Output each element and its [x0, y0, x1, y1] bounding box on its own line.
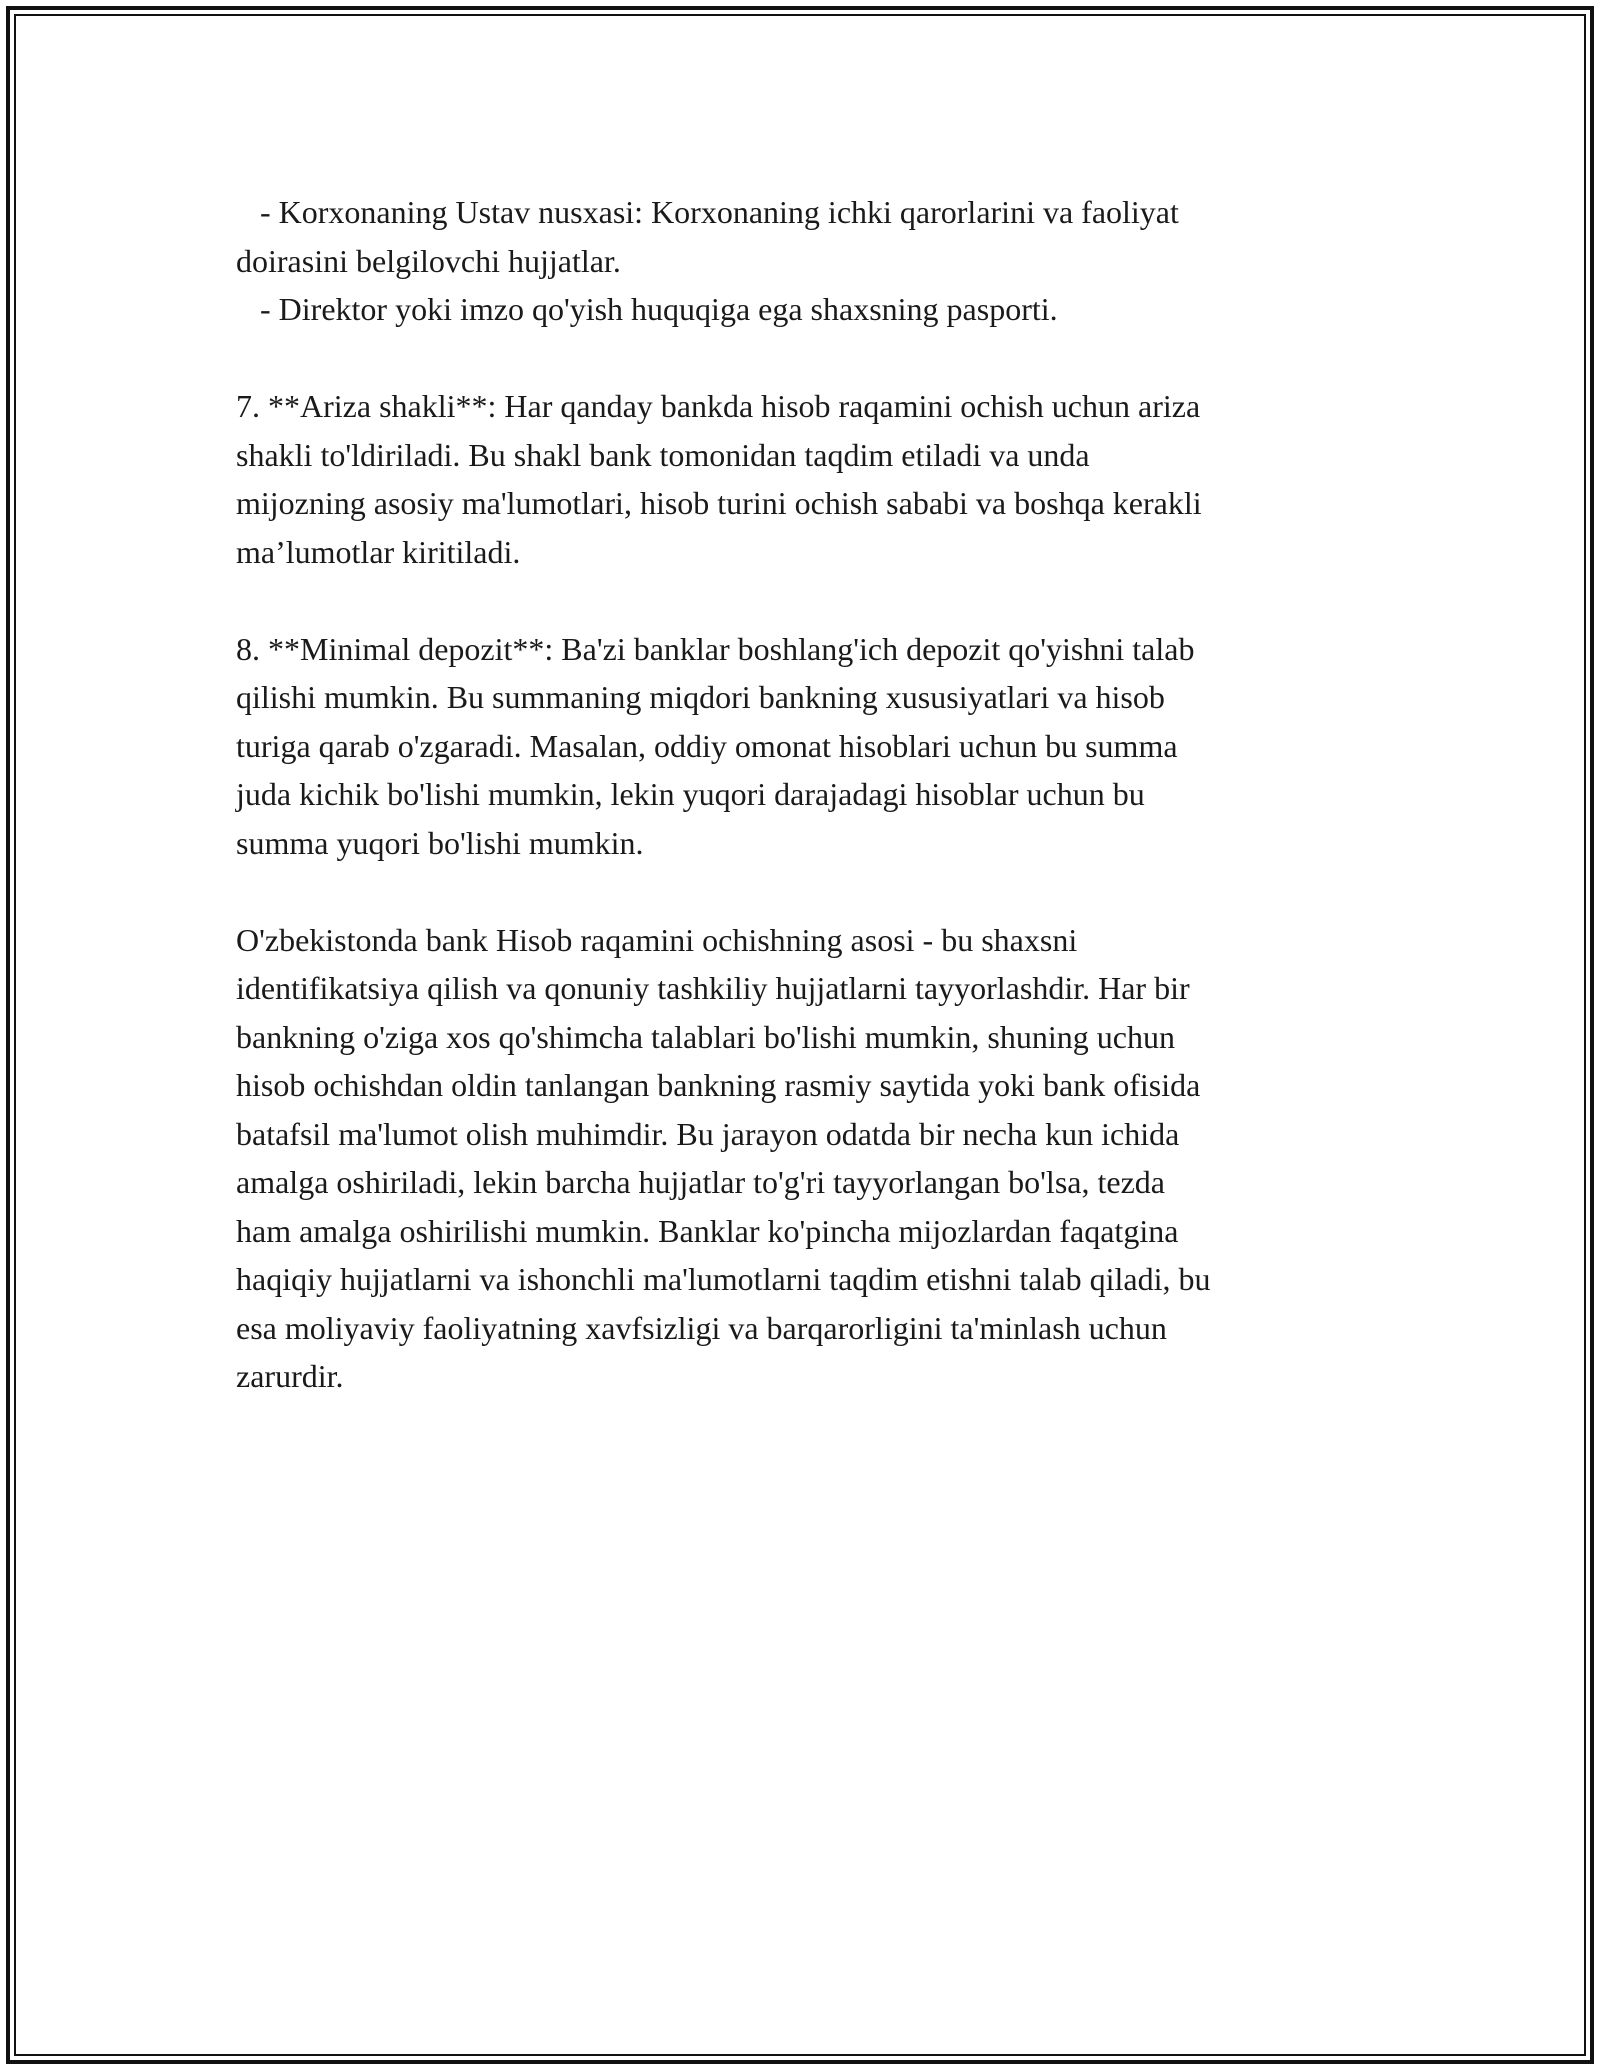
text-line: juda kichik bo'lishi mumkin, lekin yuqori darajadagi hisoblar uchun bu: [236, 776, 1145, 812]
text-line: identifikatsiya qilish va qonuniy tashkiliy hujjatlarni tayyorlashdir. Har bir: [236, 970, 1190, 1006]
text-line: - Direktor yoki imzo qo'yish huquqiga ega shaxsning pasporti.: [236, 291, 1058, 327]
text-line: zarurdir.: [236, 1358, 344, 1394]
text-line: mijozning asosiy ma'lumotlari, hisob turini ochish sababi va boshqa kerakli: [236, 485, 1202, 521]
text-line: summa yuqori bo'lishi mumkin.: [236, 824, 644, 861]
text-line: 7. **Ariza shakli**: Har qanday bankda hisob raqamini ochish uchun ariza: [236, 388, 1201, 424]
text-line: amalga oshiriladi, lekin barcha hujjatlar to'g'ri tayyorlangan bo'lsa, tezda: [236, 1164, 1165, 1200]
text-line: hisob ochishdan oldin tanlangan bankning rasmiy saytida yoki bank ofisida: [236, 1067, 1201, 1103]
text-line: shakli to'ldiriladi. Bu shakl bank tomonidan taqdim etiladi va unda: [236, 436, 1090, 473]
text-line: 8. **Minimal depozit**: Ba'zi banklar boshlang'ich depozit qo'yishni talab: [236, 630, 1195, 667]
paragraph-application-form: [236, 382, 1366, 576]
text-line: ma’lumotlar kiritiladi.: [236, 533, 521, 570]
text-line: qilishi mumkin. Bu summaning miqdori bankning xususiyatlari va hisob: [236, 679, 1165, 715]
paragraph-minimal-deposit: [236, 625, 1366, 868]
text-line: O'zbekistonda bank Hisob raqamini ochishning asosi - bu shaxsni: [236, 921, 1078, 958]
text-line: esa moliyaviy faoliyatning xavfsizligi va barqarorligini ta'minlash uchun: [236, 1309, 1167, 1346]
text-line: haqiqiy hujjatlarni va ishonchli ma'lumotlarni taqdim etishni talab qiladi, bu: [236, 1261, 1211, 1297]
paragraph-conclusion: [236, 916, 1366, 1401]
text-line: doirasini belgilovchi hujjatlar.: [236, 242, 621, 279]
paragraph-required-documents-continued: [236, 188, 1366, 334]
text-line: bankning o'ziga xos qo'shimcha talablari bo'lishi mumkin, shuning uchun: [236, 1018, 1175, 1055]
text-line: - Korxonaning Ustav nusxasi: Korxonaning ichki qarorlarini va faoliyat: [236, 194, 1179, 230]
document-body: [236, 188, 1366, 1401]
text-line: turiga qarab o'zgaradi. Masalan, oddiy omonat hisoblari uchun bu summa: [236, 727, 1178, 764]
text-line: batafsil ma'lumot olish muhimdir. Bu jarayon odatda bir necha kun ichida: [236, 1115, 1180, 1152]
text-line: ham amalga oshirilishi mumkin. Banklar ko'pincha mijozlardan faqatgina: [236, 1212, 1179, 1249]
